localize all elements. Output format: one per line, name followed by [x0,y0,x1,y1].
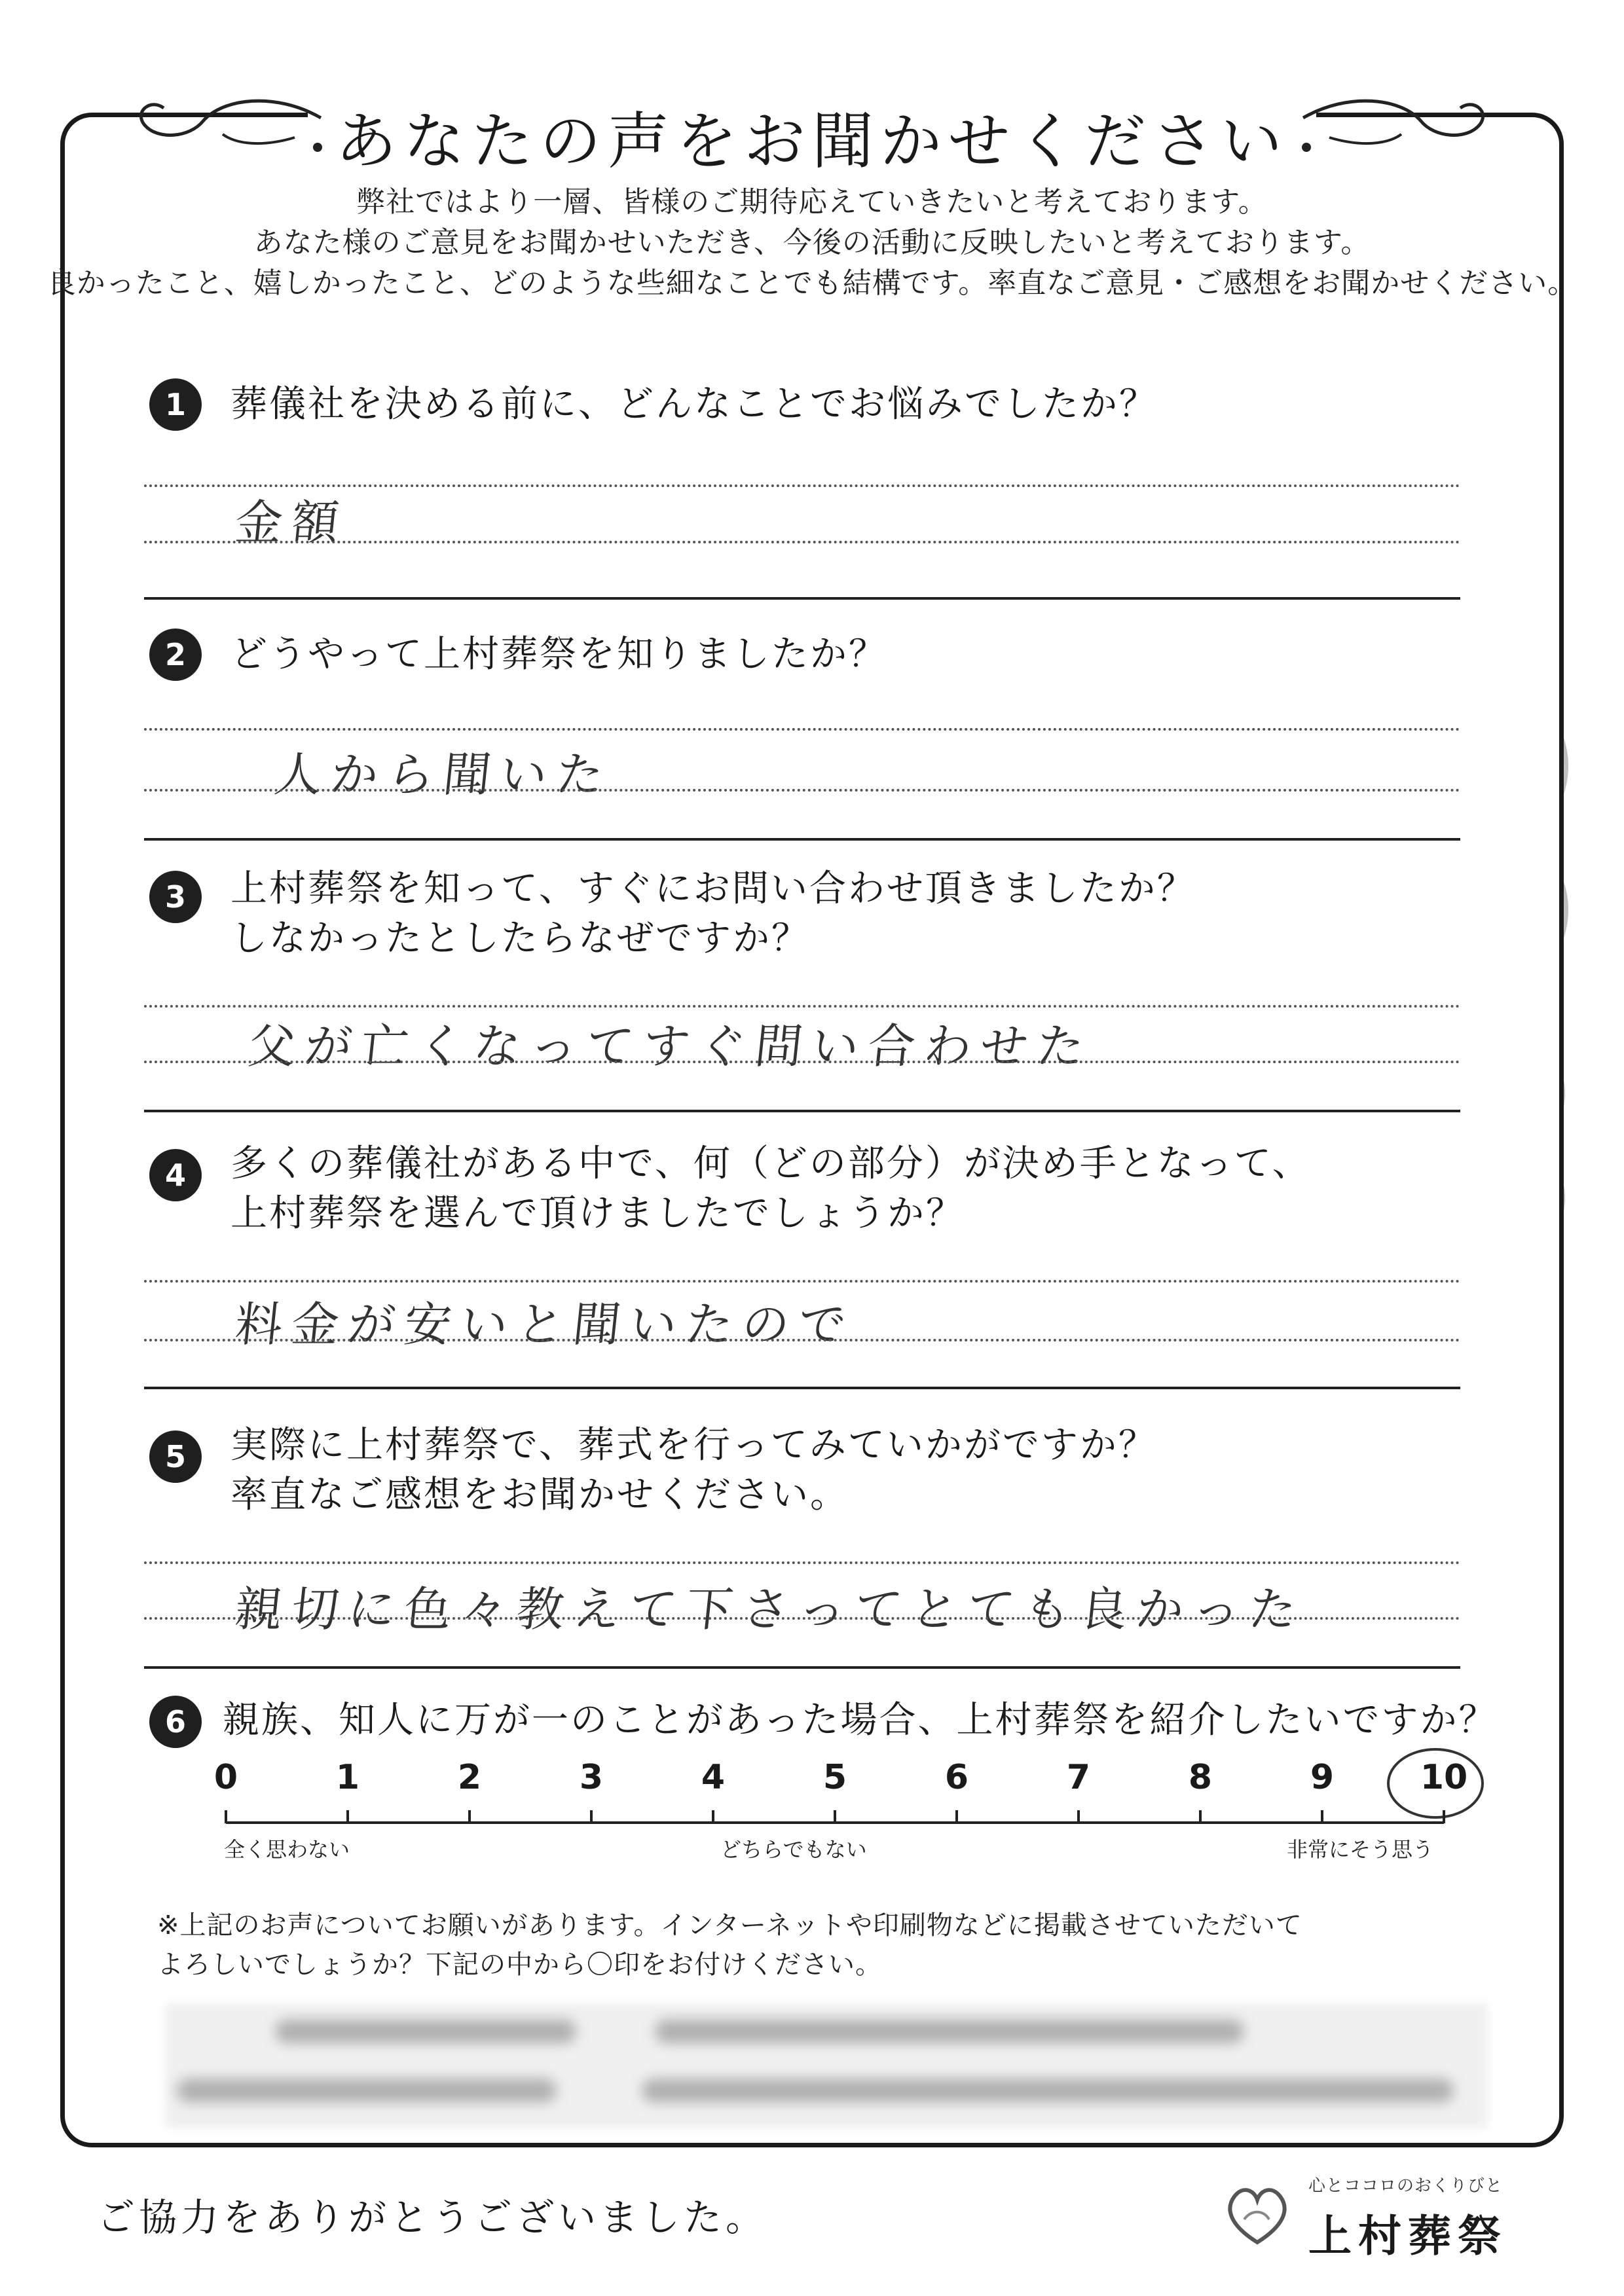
question-5-line-2: 率直なご感想をお聞かせください。 [231,1474,849,1516]
redacted-option [642,2079,1454,2102]
answer-line [144,1280,1460,1283]
intro-line-1: 弊社ではより一層、皆様のご期待応えていきたいと考えております。 [356,185,1268,219]
scale-tick [468,1810,471,1823]
thanks-message: ご協力をありがとうございました。 [97,2195,768,2240]
question-number-5: 5 [149,1430,202,1483]
permission-note-line-1: ※上記のお声についてお願いがあります。インターネットや印刷物などに掲載させていただいて [157,1910,1302,1941]
intro-line-2: あなた様のご意見をお聞かせいただき、今後の活動に反映したいと考えております。 [253,226,1371,259]
scale-number-6[interactable]: 6 [944,1758,969,1797]
question-number-1: 1 [149,378,202,431]
section-divider [144,1666,1460,1669]
redacted-option [655,2020,1244,2043]
answer-4: 料金が安いと聞いたので [232,1297,858,1352]
scale-number-5[interactable]: 5 [822,1758,847,1797]
scale-tick [955,1810,958,1823]
question-number-2: 2 [149,629,202,681]
scale-tick [712,1810,714,1823]
scale-label-low: 全く思わない [224,1837,350,1862]
answer-line [144,1617,1460,1620]
question-2-text: どうやって上村葬祭を知りましたか？ [231,633,887,676]
answer-2: 人から聞いた [271,747,616,802]
permission-note-line-2: よろしいでしょうか？下記の中から〇印をお付けください。 [157,1950,882,1980]
scale-tick [1443,1810,1445,1823]
scale-tick [346,1810,349,1823]
scale-tick [590,1810,593,1823]
section-divider [144,1110,1460,1112]
question-4-line-2: 上村葬祭を選んで頂けましたでしょうか？ [231,1192,965,1235]
question-3-line-1: 上村葬祭を知って、すぐにお問い合わせ頂きましたか？ [231,867,1196,910]
logo-tagline: 心とココロのおくりびと [1308,2176,1504,2196]
answer-1: 金額 [232,495,351,550]
scale-number-9[interactable]: 9 [1310,1758,1335,1797]
scale-tick [834,1810,836,1823]
scale-number-3[interactable]: 3 [579,1758,604,1797]
intro-line-3: 良かったこと、嬉しかったこと、どのような些細なことでも結構です。率直なご意見・ご感想をお聞かせください。 [46,266,1578,300]
scale-label-high: 非常にそう思う [1287,1837,1434,1862]
answer-5: 親切に色々教えて下さってとても良かった [232,1582,1308,1637]
section-divider [144,838,1460,841]
scale-tick [1199,1810,1202,1823]
scale-number-2[interactable]: 2 [457,1758,482,1797]
question-number-4: 4 [149,1149,202,1201]
scale-number-0[interactable]: 0 [213,1758,238,1797]
scale-number-10[interactable]: 10 [1420,1758,1468,1797]
answer-line [144,1339,1460,1341]
scale-label-mid: どちらでもない [720,1837,867,1862]
question-number-3: 3 [149,871,202,923]
question-4-line-1: 多くの葬儀社がある中で、何（どの部分）が決め手となって、 [231,1142,1311,1185]
scale-tick [225,1810,227,1823]
answer-line [144,789,1460,792]
question-6-text: 親族、知人に万が一のことがあった場合、上村葬祭を紹介したいですか？ [223,1699,1498,1741]
redacted-option [177,2079,557,2102]
heart-logo-icon [1218,2174,1297,2252]
scale-number-8[interactable]: 8 [1188,1758,1213,1797]
scale-number-1[interactable]: 1 [335,1758,360,1797]
answer-line [144,1005,1460,1008]
section-divider [144,597,1460,600]
scale-number-7[interactable]: 7 [1066,1758,1091,1797]
question-5-line-1: 実際に上村葬祭で、葬式を行ってみていかがですか？ [231,1424,1157,1467]
answer-3: 父が亡くなってすぐ問い合わせた [245,1019,1096,1074]
scale-number-4[interactable]: 4 [701,1758,726,1797]
question-number-6: 6 [149,1696,202,1748]
logo-name: 上村葬祭 [1308,2211,1507,2261]
page-title: あなたの声をお聞かせください [335,106,1289,177]
answer-line [144,1561,1460,1564]
section-divider [144,1387,1460,1389]
redacted-option [275,2020,576,2043]
scale-tick [1077,1810,1080,1823]
scale-tick [1321,1810,1323,1823]
answer-line [144,728,1460,731]
question-1-text: 葬儀社を決める前に、どんなことでお悩みでしたか？ [231,383,1158,426]
answer-line [144,541,1460,543]
question-3-line-2: しなかったとしたらなぜですか？ [231,917,810,960]
answer-line [144,1061,1460,1063]
